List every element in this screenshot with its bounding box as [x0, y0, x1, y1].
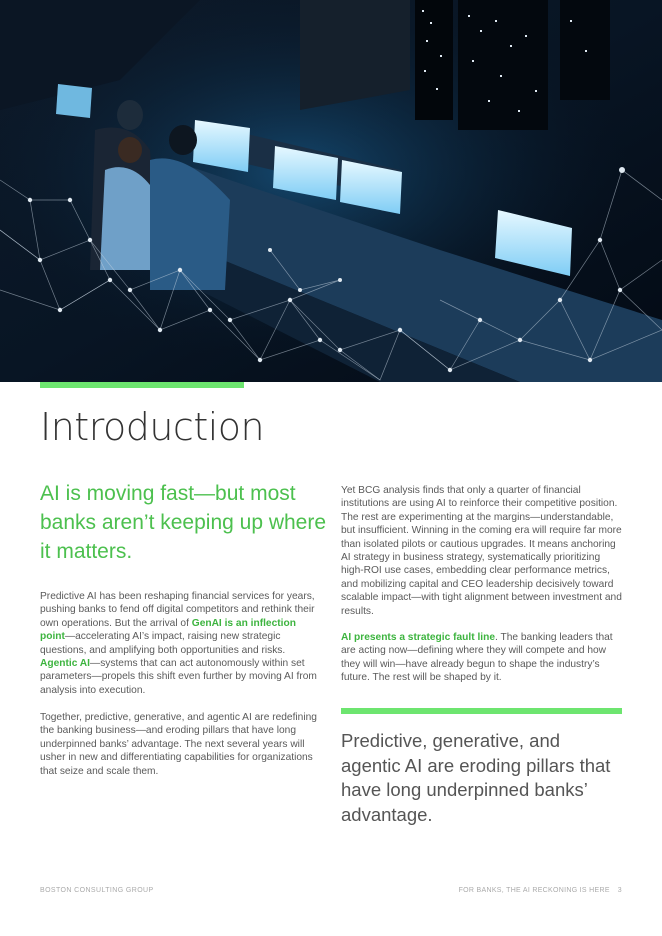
body-paragraph-1 — [40, 590, 320, 697]
title-accent-bar — [40, 382, 244, 388]
body-paragraph-2: Together, predictive, generative, and agentic AI are redefining the banking business—and eroding pillars that have long underpinned banks’ advantage. The next several years will usher in new and differentiating capabilities for organizations that seize and scale them. — [40, 712, 317, 777]
hero-image — [0, 0, 662, 382]
page-title: Introduction — [40, 405, 265, 449]
footer-publisher: BOSTON CONSULTING GROUP — [40, 887, 154, 894]
page-number: 3 — [617, 887, 622, 894]
footer-title: FOR BANKS, THE AI RECKONING IS HERE — [458, 887, 610, 894]
lead-heading: AI is moving fast—but most banks aren’t keeping up where it matters. — [40, 482, 327, 563]
pull-quote: Predictive, generative, and agentic AI are eroding pillars that have long underpinned banks’ advantage. — [341, 730, 611, 825]
body-text: —systems that can act autonomously within set parameters—propels this shift even further by moving AI from analysis into execution. — [40, 658, 317, 696]
office-night-photo — [0, 0, 662, 382]
highlight-genai: GenAI is an inflection point — [40, 617, 296, 643]
quote-accent-bar — [341, 708, 622, 714]
body-text: . The banking leaders that are acting now—defining where they will compete and how they will win—have already begun to shape the industry’s future. The rest will be shaped by it. — [341, 632, 613, 684]
highlight-agentic-ai: Agentic AI — [40, 658, 90, 670]
body-text: Predictive AI has been reshaping financial services for years, pushing banks to fend off digital competitors and rethink their own operations. But the arrival of — [40, 591, 315, 629]
body-paragraph-3: Yet BCG analysis finds that only a quarter of financial institutions are using AI to reinforce their competitive position. The rest are experimenting at the margins—understandable, but insufficient. Winning in the coming era will require far more than isolated pilots or cautious upgrades. It means anchoring AI strategy in business strategy, systematically prioritizing high-ROI use cases, embedding clear performance metrics, and mobilizing capital and CEO leadership decisively toward scalable impact—with tight alignment between investment and results. — [341, 485, 622, 617]
highlight-fault-line: AI presents a strategic fault line — [341, 632, 495, 643]
footer-running-title — [459, 887, 622, 894]
body-text: —accelerating AI’s impact, raising new strategic questions, and amplifying both opportunities and risks. — [40, 631, 286, 656]
body-paragraph-4 — [341, 631, 623, 685]
